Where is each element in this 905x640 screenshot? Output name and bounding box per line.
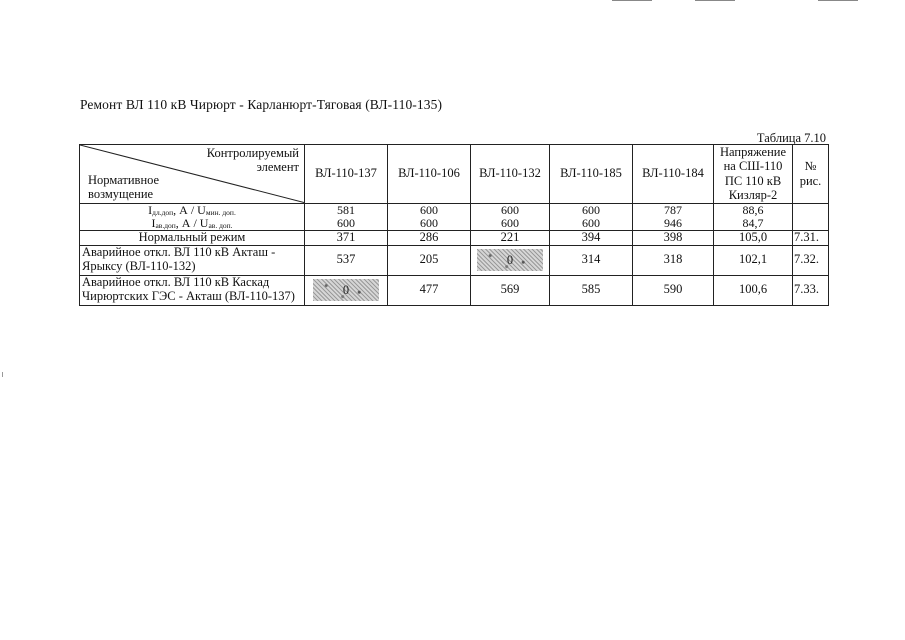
continuous-limit-value: 581 bbox=[337, 202, 355, 217]
current-value: 205 bbox=[388, 245, 471, 275]
current-value: 318 bbox=[633, 245, 714, 275]
table-row bbox=[80, 245, 829, 275]
current-value: 286 bbox=[388, 230, 471, 245]
column-header: ВЛ-110-132 bbox=[471, 145, 550, 204]
current-value: 371 bbox=[305, 230, 388, 245]
limits-cell bbox=[550, 203, 633, 230]
column-header: ВЛ-110-185 bbox=[550, 145, 633, 204]
load-flow-table bbox=[79, 144, 829, 306]
limits-cell bbox=[305, 203, 388, 230]
continuous-limit-value: 600 bbox=[420, 202, 438, 217]
table-row bbox=[80, 275, 829, 305]
emergency-voltage-value: 84,7 bbox=[742, 215, 764, 230]
limits-row bbox=[80, 203, 829, 230]
continuous-limit-label: $I_{дл.доп}$, А / $U_{мин. доп.}$ bbox=[148, 202, 236, 217]
emergency-limit-value: 946 bbox=[664, 215, 682, 230]
current-value: 398 bbox=[633, 230, 714, 245]
case-label: Нормальный режим bbox=[80, 230, 305, 245]
continuous-limit-value: 600 bbox=[501, 202, 519, 217]
scan-edge-mark bbox=[695, 0, 735, 1]
corner-header-cell bbox=[80, 145, 305, 204]
table-row bbox=[80, 230, 829, 245]
empty-cell bbox=[793, 203, 829, 230]
current-value: 537 bbox=[305, 245, 388, 275]
figure-number: 7.31. bbox=[793, 230, 829, 245]
limits-cell bbox=[633, 203, 714, 230]
limits-cell bbox=[471, 203, 550, 230]
scan-edge-mark bbox=[818, 0, 858, 1]
column-header: ВЛ-110-184 bbox=[633, 145, 714, 204]
emergency-limit-value: 600 bbox=[337, 215, 355, 230]
current-value: 569 bbox=[471, 275, 550, 305]
disturbance-label: Нормативное возмущение bbox=[88, 172, 160, 202]
case-label: Аварийное откл. ВЛ 110 кВ Акташ - Ярыксу (ВЛ-110-132) bbox=[80, 245, 305, 275]
voltage-value: 100,6 bbox=[714, 275, 793, 305]
controlled-element-label: Контролируемый элемент bbox=[206, 146, 299, 175]
scan-edge-mark bbox=[612, 0, 652, 1]
table-number: Таблица 7.10 bbox=[756, 131, 826, 145]
current-value: 221 bbox=[471, 230, 550, 245]
voltage-value: 105,0 bbox=[714, 230, 793, 245]
emergency-limit-value: 600 bbox=[501, 215, 519, 230]
table-header-row bbox=[80, 145, 829, 204]
current-value: 314 bbox=[550, 245, 633, 275]
document-title: Ремонт ВЛ 110 кВ Чирюрт - Карланюрт-Тяговая (ВЛ-110-135) bbox=[80, 97, 443, 112]
min-voltage-value: 88,6 bbox=[742, 202, 764, 217]
figure-number: 7.32. bbox=[793, 245, 829, 275]
continuous-limit-value: 787 bbox=[664, 202, 682, 217]
current-value: 394 bbox=[550, 230, 633, 245]
voltage-value: 102,1 bbox=[714, 245, 793, 275]
limits-cell bbox=[388, 203, 471, 230]
figure-column-header: № рис. bbox=[793, 145, 829, 204]
disconnected-marker: 0 bbox=[313, 279, 379, 301]
current-value: 585 bbox=[550, 275, 633, 305]
voltage-column-header: Напряжение на СШ-110 ПС 110 кВ Кизляр-2 bbox=[714, 145, 793, 204]
limits-label-cell bbox=[80, 203, 305, 230]
emergency-limit-label: $I_{ав.доп}$, А / $U_{ав. доп.}$ bbox=[151, 215, 233, 230]
figure-number: 7.33. bbox=[793, 275, 829, 305]
case-label: Аварийное откл. ВЛ 110 кВ Каскад Чирюртских ГЭС - Акташ (ВЛ-110-137) bbox=[80, 275, 305, 305]
column-header: ВЛ-110-106 bbox=[388, 145, 471, 204]
column-header: ВЛ-110-137 bbox=[305, 145, 388, 204]
current-value: 477 bbox=[388, 275, 471, 305]
disconnected-marker: 0 bbox=[477, 249, 543, 271]
continuous-limit-value: 600 bbox=[582, 202, 600, 217]
voltage-limits-cell bbox=[714, 203, 793, 230]
emergency-limit-value: 600 bbox=[420, 215, 438, 230]
disconnected-line-cell bbox=[305, 275, 388, 305]
emergency-limit-value: 600 bbox=[582, 215, 600, 230]
current-value: 590 bbox=[633, 275, 714, 305]
scan-edge-mark bbox=[2, 372, 3, 377]
disconnected-line-cell bbox=[471, 245, 550, 275]
